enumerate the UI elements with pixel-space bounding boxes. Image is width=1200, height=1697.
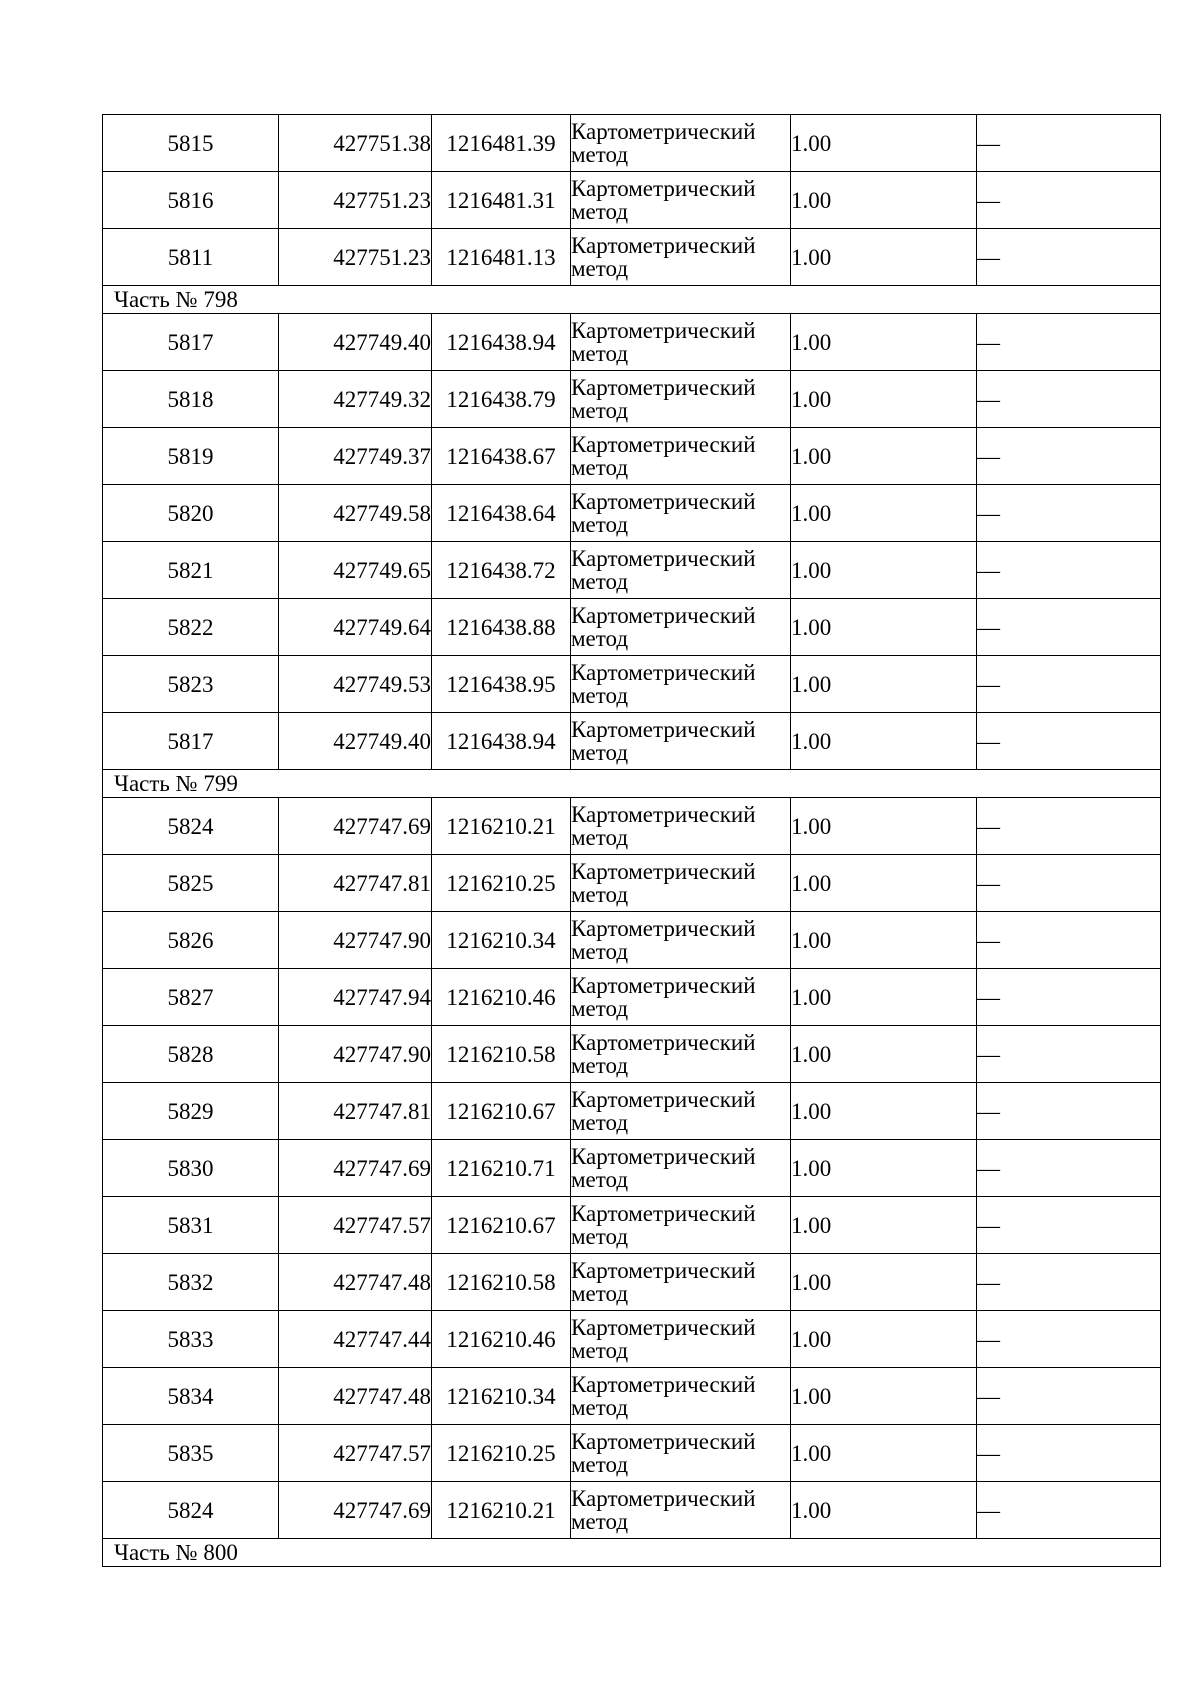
accuracy-cell: 1.00 bbox=[791, 172, 977, 229]
y-coordinate-cell: 1216210.25 bbox=[432, 1425, 571, 1482]
y-coordinate-cell: 1216210.71 bbox=[432, 1140, 571, 1197]
point-number-cell: 5832 bbox=[103, 1254, 279, 1311]
description-cell: — bbox=[977, 1197, 1161, 1254]
table-row bbox=[103, 656, 1161, 713]
x-coordinate-cell: 427747.94 bbox=[279, 969, 432, 1026]
table-row bbox=[103, 713, 1161, 770]
x-coordinate-cell: 427747.90 bbox=[279, 1026, 432, 1083]
table-row bbox=[103, 542, 1161, 599]
method-cell: Картометрический метод bbox=[571, 855, 791, 912]
description-cell: — bbox=[977, 1254, 1161, 1311]
accuracy-cell: 1.00 bbox=[791, 855, 977, 912]
accuracy-cell: 1.00 bbox=[791, 542, 977, 599]
accuracy-cell: 1.00 bbox=[791, 1083, 977, 1140]
point-number-cell: 5824 bbox=[103, 798, 279, 855]
description-cell: — bbox=[977, 1368, 1161, 1425]
table-row bbox=[103, 1026, 1161, 1083]
point-number-cell: 5825 bbox=[103, 855, 279, 912]
part-label: Часть № 798 bbox=[103, 286, 1161, 314]
method-cell: Картометрический метод bbox=[571, 371, 791, 428]
y-coordinate-cell: 1216438.72 bbox=[432, 542, 571, 599]
point-number-cell: 5817 bbox=[103, 314, 279, 371]
accuracy-cell: 1.00 bbox=[791, 485, 977, 542]
table-row bbox=[103, 428, 1161, 485]
x-coordinate-cell: 427749.58 bbox=[279, 485, 432, 542]
table-row bbox=[103, 599, 1161, 656]
table-row bbox=[103, 1311, 1161, 1368]
accuracy-cell: 1.00 bbox=[791, 912, 977, 969]
accuracy-cell: 1.00 bbox=[791, 1254, 977, 1311]
description-cell: — bbox=[977, 798, 1161, 855]
y-coordinate-cell: 1216210.58 bbox=[432, 1254, 571, 1311]
accuracy-cell: 1.00 bbox=[791, 1140, 977, 1197]
point-number-cell: 5827 bbox=[103, 969, 279, 1026]
description-cell: — bbox=[977, 485, 1161, 542]
point-number-cell: 5817 bbox=[103, 713, 279, 770]
y-coordinate-cell: 1216438.94 bbox=[432, 314, 571, 371]
y-coordinate-cell: 1216210.67 bbox=[432, 1083, 571, 1140]
table-row bbox=[103, 1482, 1161, 1539]
table-row bbox=[103, 912, 1161, 969]
description-cell: — bbox=[977, 1026, 1161, 1083]
x-coordinate-cell: 427747.69 bbox=[279, 798, 432, 855]
point-number-cell: 5829 bbox=[103, 1083, 279, 1140]
description-cell: — bbox=[977, 912, 1161, 969]
description-cell: — bbox=[977, 1425, 1161, 1482]
description-cell: — bbox=[977, 855, 1161, 912]
point-number-cell: 5831 bbox=[103, 1197, 279, 1254]
y-coordinate-cell: 1216481.31 bbox=[432, 172, 571, 229]
method-cell: Картометрический метод bbox=[571, 115, 791, 172]
method-cell: Картометрический метод bbox=[571, 314, 791, 371]
x-coordinate-cell: 427749.65 bbox=[279, 542, 432, 599]
table-row bbox=[103, 1083, 1161, 1140]
description-cell: — bbox=[977, 969, 1161, 1026]
method-cell: Картометрический метод bbox=[571, 542, 791, 599]
y-coordinate-cell: 1216481.13 bbox=[432, 229, 571, 286]
accuracy-cell: 1.00 bbox=[791, 713, 977, 770]
y-coordinate-cell: 1216438.64 bbox=[432, 485, 571, 542]
method-cell: Картометрический метод bbox=[571, 172, 791, 229]
y-coordinate-cell: 1216438.67 bbox=[432, 428, 571, 485]
x-coordinate-cell: 427747.69 bbox=[279, 1482, 432, 1539]
accuracy-cell: 1.00 bbox=[791, 969, 977, 1026]
accuracy-cell: 1.00 bbox=[791, 798, 977, 855]
accuracy-cell: 1.00 bbox=[791, 1026, 977, 1083]
y-coordinate-cell: 1216438.79 bbox=[432, 371, 571, 428]
method-cell: Картометрический метод bbox=[571, 599, 791, 656]
point-number-cell: 5816 bbox=[103, 172, 279, 229]
point-number-cell: 5835 bbox=[103, 1425, 279, 1482]
method-cell: Картометрический метод bbox=[571, 656, 791, 713]
point-number-cell: 5818 bbox=[103, 371, 279, 428]
accuracy-cell: 1.00 bbox=[791, 656, 977, 713]
y-coordinate-cell: 1216438.88 bbox=[432, 599, 571, 656]
table-row bbox=[103, 314, 1161, 371]
table-row bbox=[103, 172, 1161, 229]
method-cell: Картометрический метод bbox=[571, 798, 791, 855]
method-cell: Картометрический метод bbox=[571, 1140, 791, 1197]
point-number-cell: 5828 bbox=[103, 1026, 279, 1083]
part-header-row bbox=[103, 286, 1161, 314]
accuracy-cell: 1.00 bbox=[791, 428, 977, 485]
point-number-cell: 5821 bbox=[103, 542, 279, 599]
x-coordinate-cell: 427747.57 bbox=[279, 1197, 432, 1254]
accuracy-cell: 1.00 bbox=[791, 1425, 977, 1482]
description-cell: — bbox=[977, 599, 1161, 656]
table-row bbox=[103, 1197, 1161, 1254]
point-number-cell: 5822 bbox=[103, 599, 279, 656]
point-number-cell: 5823 bbox=[103, 656, 279, 713]
table-row bbox=[103, 1140, 1161, 1197]
method-cell: Картометрический метод bbox=[571, 428, 791, 485]
description-cell: — bbox=[977, 1140, 1161, 1197]
y-coordinate-cell: 1216210.21 bbox=[432, 798, 571, 855]
point-number-cell: 5824 bbox=[103, 1482, 279, 1539]
x-coordinate-cell: 427751.23 bbox=[279, 229, 432, 286]
table-row bbox=[103, 969, 1161, 1026]
description-cell: — bbox=[977, 713, 1161, 770]
accuracy-cell: 1.00 bbox=[791, 115, 977, 172]
x-coordinate-cell: 427747.57 bbox=[279, 1425, 432, 1482]
x-coordinate-cell: 427747.48 bbox=[279, 1368, 432, 1425]
x-coordinate-cell: 427747.90 bbox=[279, 912, 432, 969]
table-row bbox=[103, 1254, 1161, 1311]
method-cell: Картометрический метод bbox=[571, 1197, 791, 1254]
point-number-cell: 5826 bbox=[103, 912, 279, 969]
method-cell: Картометрический метод bbox=[571, 485, 791, 542]
y-coordinate-cell: 1216210.46 bbox=[432, 1311, 571, 1368]
method-cell: Картометрический метод bbox=[571, 1083, 791, 1140]
description-cell: — bbox=[977, 371, 1161, 428]
x-coordinate-cell: 427747.48 bbox=[279, 1254, 432, 1311]
point-number-cell: 5819 bbox=[103, 428, 279, 485]
x-coordinate-cell: 427751.23 bbox=[279, 172, 432, 229]
x-coordinate-cell: 427747.44 bbox=[279, 1311, 432, 1368]
accuracy-cell: 1.00 bbox=[791, 229, 977, 286]
method-cell: Картометрический метод bbox=[571, 229, 791, 286]
y-coordinate-cell: 1216210.58 bbox=[432, 1026, 571, 1083]
point-number-cell: 5815 bbox=[103, 115, 279, 172]
y-coordinate-cell: 1216438.94 bbox=[432, 713, 571, 770]
point-number-cell: 5833 bbox=[103, 1311, 279, 1368]
x-coordinate-cell: 427749.32 bbox=[279, 371, 432, 428]
description-cell: — bbox=[977, 115, 1161, 172]
accuracy-cell: 1.00 bbox=[791, 599, 977, 656]
method-cell: Картометрический метод bbox=[571, 1482, 791, 1539]
accuracy-cell: 1.00 bbox=[791, 1311, 977, 1368]
y-coordinate-cell: 1216210.25 bbox=[432, 855, 571, 912]
description-cell: — bbox=[977, 1311, 1161, 1368]
x-coordinate-cell: 427749.64 bbox=[279, 599, 432, 656]
part-label: Часть № 800 bbox=[103, 1539, 1161, 1567]
description-cell: — bbox=[977, 172, 1161, 229]
y-coordinate-cell: 1216438.95 bbox=[432, 656, 571, 713]
method-cell: Картометрический метод bbox=[571, 1026, 791, 1083]
y-coordinate-cell: 1216481.39 bbox=[432, 115, 571, 172]
description-cell: — bbox=[977, 314, 1161, 371]
y-coordinate-cell: 1216210.34 bbox=[432, 912, 571, 969]
table-row bbox=[103, 371, 1161, 428]
x-coordinate-cell: 427747.81 bbox=[279, 855, 432, 912]
table-row bbox=[103, 1368, 1161, 1425]
accuracy-cell: 1.00 bbox=[791, 314, 977, 371]
x-coordinate-cell: 427749.40 bbox=[279, 314, 432, 371]
table-row bbox=[103, 485, 1161, 542]
x-coordinate-cell: 427751.38 bbox=[279, 115, 432, 172]
table-row bbox=[103, 115, 1161, 172]
method-cell: Картометрический метод bbox=[571, 1311, 791, 1368]
method-cell: Картометрический метод bbox=[571, 1425, 791, 1482]
description-cell: — bbox=[977, 542, 1161, 599]
part-header-row bbox=[103, 1539, 1161, 1567]
y-coordinate-cell: 1216210.67 bbox=[432, 1197, 571, 1254]
x-coordinate-cell: 427747.81 bbox=[279, 1083, 432, 1140]
point-number-cell: 5830 bbox=[103, 1140, 279, 1197]
table-row bbox=[103, 1425, 1161, 1482]
x-coordinate-cell: 427749.53 bbox=[279, 656, 432, 713]
description-cell: — bbox=[977, 656, 1161, 713]
x-coordinate-cell: 427749.40 bbox=[279, 713, 432, 770]
table-row bbox=[103, 855, 1161, 912]
method-cell: Картометрический метод bbox=[571, 912, 791, 969]
y-coordinate-cell: 1216210.34 bbox=[432, 1368, 571, 1425]
accuracy-cell: 1.00 bbox=[791, 371, 977, 428]
description-cell: — bbox=[977, 1482, 1161, 1539]
method-cell: Картометрический метод bbox=[571, 969, 791, 1026]
table-row bbox=[103, 229, 1161, 286]
part-header-row bbox=[103, 770, 1161, 798]
point-number-cell: 5811 bbox=[103, 229, 279, 286]
x-coordinate-cell: 427747.69 bbox=[279, 1140, 432, 1197]
accuracy-cell: 1.00 bbox=[791, 1482, 977, 1539]
method-cell: Картометрический метод bbox=[571, 1368, 791, 1425]
coordinates-table bbox=[102, 114, 1161, 1567]
description-cell: — bbox=[977, 428, 1161, 485]
accuracy-cell: 1.00 bbox=[791, 1368, 977, 1425]
y-coordinate-cell: 1216210.21 bbox=[432, 1482, 571, 1539]
y-coordinate-cell: 1216210.46 bbox=[432, 969, 571, 1026]
point-number-cell: 5834 bbox=[103, 1368, 279, 1425]
description-cell: — bbox=[977, 229, 1161, 286]
accuracy-cell: 1.00 bbox=[791, 1197, 977, 1254]
x-coordinate-cell: 427749.37 bbox=[279, 428, 432, 485]
coordinates-table-body bbox=[103, 115, 1161, 1567]
part-label: Часть № 799 bbox=[103, 770, 1161, 798]
description-cell: — bbox=[977, 1083, 1161, 1140]
method-cell: Картометрический метод bbox=[571, 1254, 791, 1311]
table-row bbox=[103, 798, 1161, 855]
method-cell: Картометрический метод bbox=[571, 713, 791, 770]
point-number-cell: 5820 bbox=[103, 485, 279, 542]
